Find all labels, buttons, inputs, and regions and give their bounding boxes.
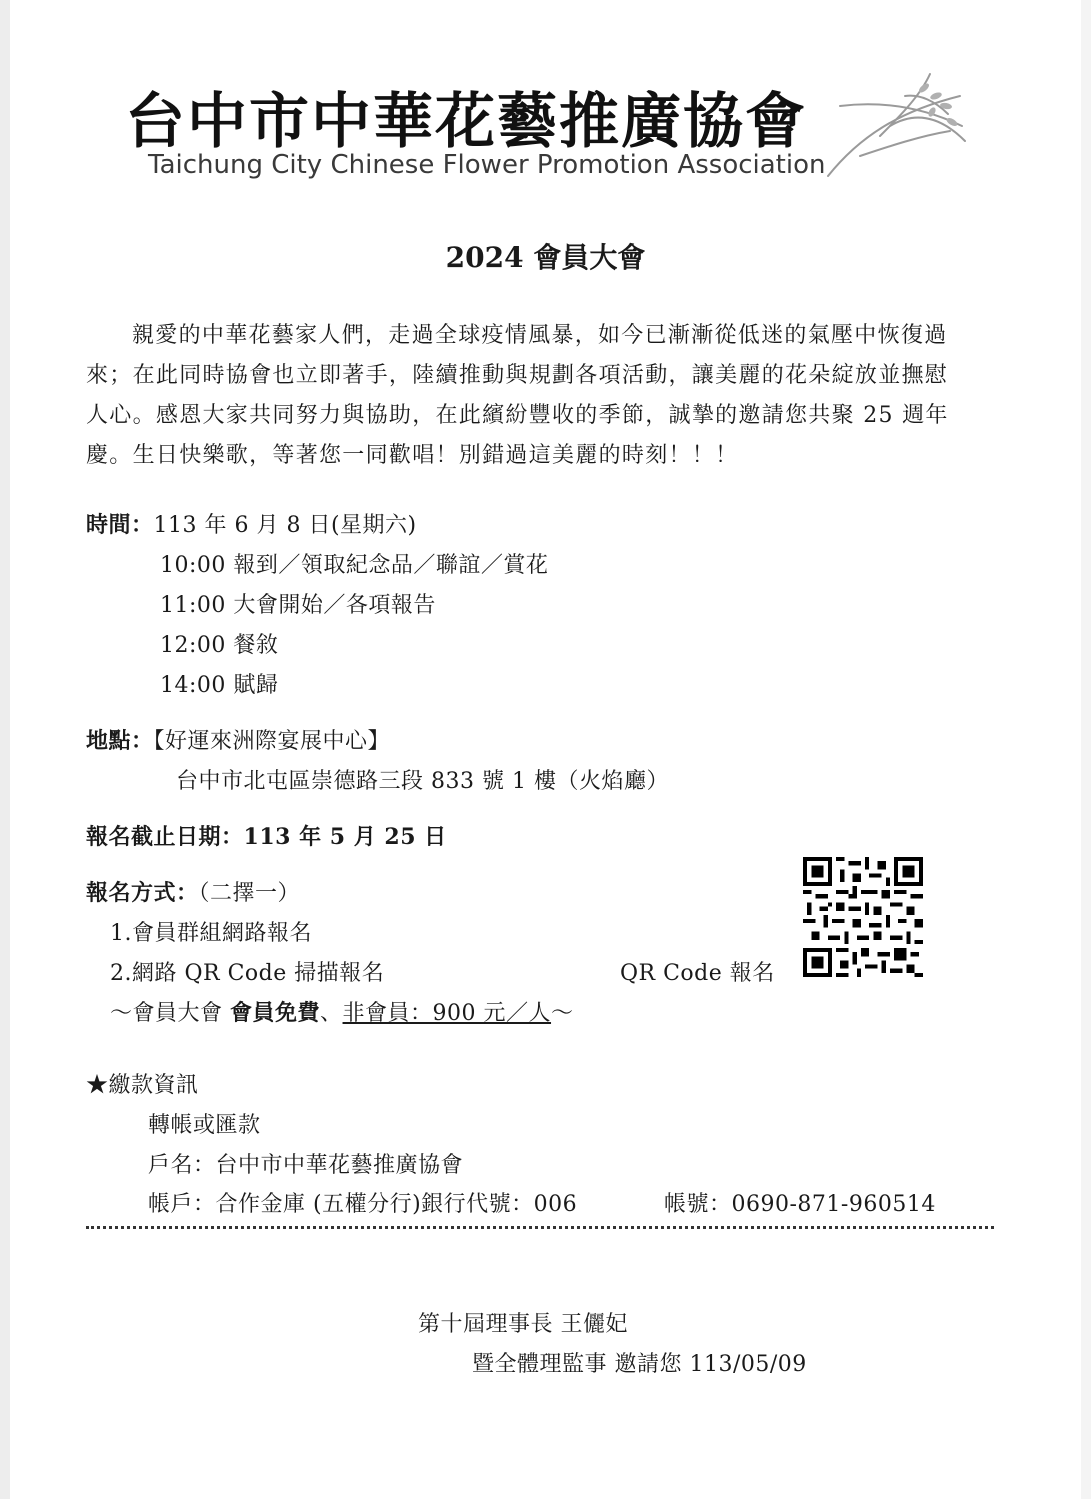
payment-method: 轉帳或匯款 (148, 1113, 261, 1138)
fee-suffix: ～ (551, 1001, 574, 1026)
time-label: 時間： (86, 512, 154, 538)
dotted-divider (86, 1226, 994, 1229)
fee-nonmember: 非會員：900 元／人 (342, 1001, 552, 1026)
event-date: 113 年 6 月 8 日(星期六) (153, 513, 417, 538)
payment-heading: ★繳款資訊 (86, 1073, 199, 1098)
venue-address: 台中市北屯區崇德路三段 833 號 1 樓（火焰廳） (176, 769, 669, 794)
schedule-item: 12:00 餐敘 (160, 633, 279, 658)
intro-line-3: 人心。感恩大家共同努力與協助，在此繽紛豐收的季節，誠摯的邀請您共聚 25 週年 (86, 403, 949, 428)
qr-code-label: QR Code 報名 (620, 961, 775, 986)
account-number: 帳號：0690-871-960514 (664, 1192, 936, 1217)
signature-chairman: 第十屆理事長 王儷妃 (418, 1312, 628, 1337)
schedule-item: 10:00 報到／領取紀念品／聯誼／賞花 (160, 553, 549, 578)
deadline-label: 報名截止日期： (86, 824, 244, 850)
fee-separator: 、 (320, 1001, 343, 1026)
registration-option-1: 1.會員群組網路報名 (110, 921, 312, 946)
schedule-item: 11:00 大會開始／各項報告 (160, 593, 436, 618)
orchid-leaf-icon (820, 66, 970, 181)
registration-note: （二擇一） (198, 881, 301, 906)
intro-line-2: 來；在此同時協會也立即著手，陸續推動與規劃各項活動，讓美麗的花朵綻放並撫慰 (86, 363, 949, 388)
qr-code[interactable] (803, 857, 923, 977)
document-title: 2024 會員大會 (445, 241, 646, 274)
page-edge (1081, 0, 1091, 1499)
schedule-item: 14:00 賦歸 (160, 673, 279, 698)
fee-prefix: ～會員大會 (110, 1001, 230, 1026)
org-logo-english: Taichung City Chinese Flower Promotion Association (148, 150, 826, 180)
registration-option-2: 2.網路 QR Code 掃描報名 (110, 961, 385, 986)
deadline-date: 113 年 5 月 25 日 (243, 824, 447, 850)
fee-member-free: 會員免費 (230, 1000, 321, 1026)
registration-label: 報名方式： (86, 880, 199, 906)
account-name: 戶名：台中市中華花藝推廣協會 (148, 1153, 464, 1178)
venue-name: 【好運來洲際宴展中心】 (153, 729, 391, 754)
venue-label: 地點： (86, 728, 154, 754)
org-logo-chinese: 台中市中華花藝推廣協會 (125, 87, 807, 157)
bank-info: 帳戶：合作金庫 (五權分行)銀行代號：006 (148, 1192, 578, 1217)
signature-board: 暨全體理監事 邀請您 113/05/09 (472, 1352, 807, 1377)
intro-line-4: 慶。生日快樂歌，等著您一同歡唱！別錯過這美麗的時刻！！！ (86, 443, 739, 468)
intro-line-1: 親愛的中華花藝家人們，走過全球疫情風暴，如今已漸漸從低迷的氣壓中恢復過 (132, 323, 948, 348)
